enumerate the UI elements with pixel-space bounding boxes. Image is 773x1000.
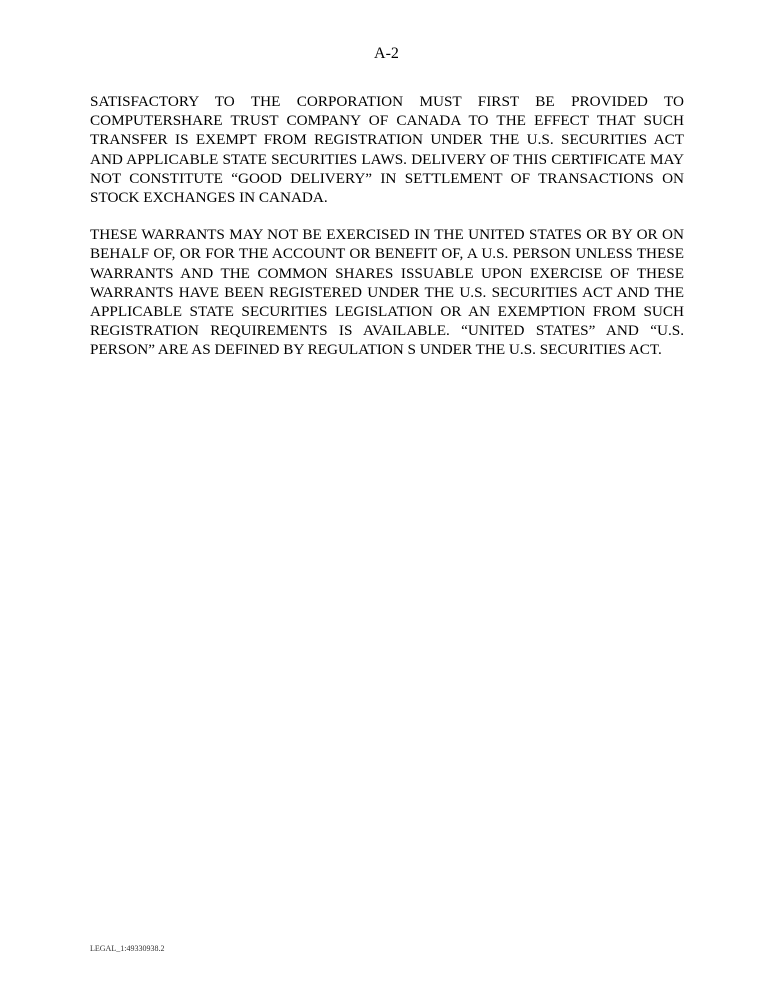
body-text — [90, 92, 684, 378]
paragraph-transfer-restriction: SATISFACTORY TO THE CORPORATION MUST FIRST BE PROVIDED TO COMPUTERSHARE TRUST COMPANY OF CANADA TO THE EFFECT THAT SUCH TRANSFER IS EXEMPT FROM REGISTRATION UNDER THE U.S. SECURITIES ACT AND APPLICABLE STATE SECURITIES LAWS. DELIVERY OF THIS CERTIFICATE MAY NOT CONSTITUTE “GOOD DELIVERY” IN SETTLEMENT OF TRANSACTIONS ON STOCK EXCHANGES IN CANADA. — [90, 93, 684, 207]
page-number: A-2 — [374, 45, 399, 62]
paragraph-exercise-restriction: THESE WARRANTS MAY NOT BE EXERCISED IN THE UNITED STATES OR BY OR ON BEHALF OF, OR FOR THE ACCOUNT OR BENEFIT OF, A U.S. PERSON UNLESS THESE WARRANTS AND THE COMMON SHARES ISSUABLE UPON EXERCISE OF THESE WARRANTS HAVE BEEN REGISTERED UNDER THE U.S. SECURITIES ACT AND THE APPLICABLE STATE SECURITIES LEGISLATION OR AN EXEMPTION FROM SUCH REGISTRATION REQUIREMENTS IS AVAILABLE. “UNITED STATES” AND “U.S. PERSON” ARE AS DEFINED BY REGULATION S UNDER THE U.S. SECURITIES ACT. — [90, 226, 684, 359]
document-code: LEGAL_1:49330938.2 — [90, 944, 165, 953]
